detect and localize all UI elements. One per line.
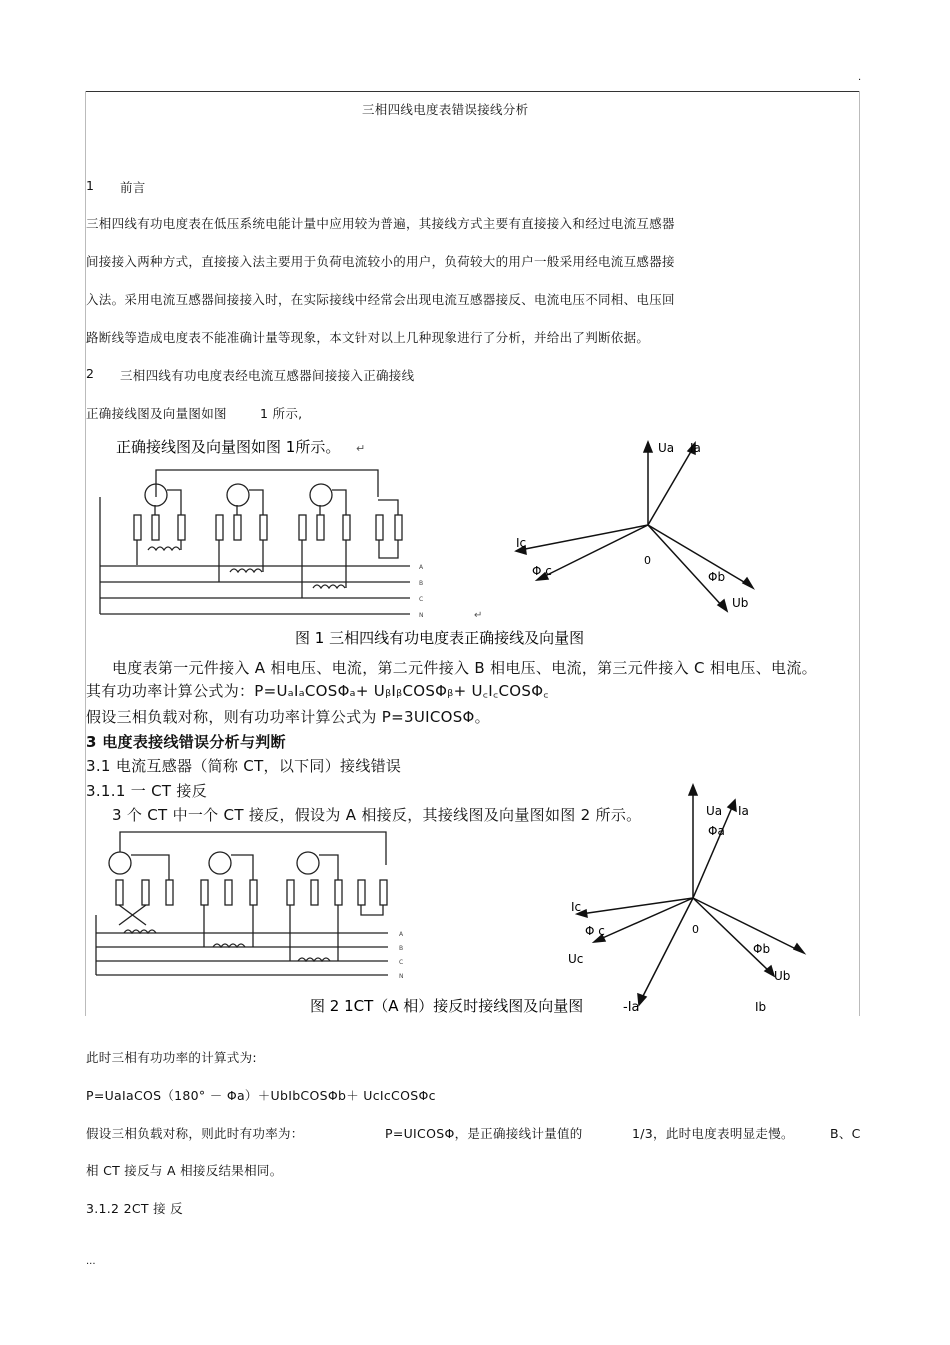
fig2-ia-label: Ia [738,804,749,818]
header-rule [85,91,860,92]
right-frame-line [859,91,860,1016]
fig1-vector-diagram [516,442,753,611]
fig2-vector-diagram [577,785,804,1005]
section-3-1-heading: 3.1 电流互感器（简称 CT，以下同）接线错误 [86,757,402,775]
section-2-number: 2 [86,366,95,381]
body2-line-4: 相 CT 接反与 A 相接反结果相同。 [86,1163,283,1178]
fig1-phic-label: Φ c [532,564,552,578]
fig2-phia-label: Φa [708,824,725,838]
fig1-return-mark-2: ↵ [474,610,483,621]
section-3-1-2-heading: 3.1.2 2CT 接 反 [86,1201,183,1216]
body2-formula: P=UaIaCOS（180° － Φa）＋UbIbCOSΦb＋ UcIcCOSΦc [86,1088,436,1103]
fig2-ib-label: Ib [755,1000,767,1014]
section-3-heading: 3 电度表接线错误分析与判断 [86,733,286,751]
page-corner-dot: . [858,72,862,83]
section-1-number: 1 [86,178,95,193]
figure-1-reference-b: 1 所示, [260,406,303,421]
intro-line-4: 路断线等造成电度表不能准确计量等现象，本文针对以上几种现象进行了分析，并给出了判断依据。 [86,330,650,345]
intro-line-3: 入法。采用电流互感器间接接入时，在实际接线中经常会出现电流互感器接反、电流电压不同相、电压回 [86,292,675,307]
body2-line-3b: P=UICOSΦ，是正确接线计量值的 [385,1126,583,1141]
fig2-bus-a: A [399,931,404,938]
fig1-heading: 正确接线图及向量图如图 1所示。 [116,438,341,456]
fig1-phib-label: Φb [708,570,726,584]
fig2-neg-ia: -Ia [623,1000,640,1015]
fig1-ia-label: Ia [690,441,701,455]
intro-line-1: 三相四线有功电度表在低压系统电能计量中应用较为普遍，其接线方式主要有直接接入和经过电流互感器 [86,216,675,231]
fig2-bus-n: N [399,973,404,980]
fig2-ua-label: Ua [706,804,723,818]
scan-line-3: 假设三相负载对称，则有功功率计算公式为 P=3UICOSΦ。 [86,708,490,726]
fig2-uc-label: Uc [568,952,584,966]
body2-line-3c: 1/3，此时电度表明显走慢。 [632,1126,794,1141]
figure-2-image [88,775,858,1020]
fig1-bus-c: C [419,596,424,603]
section-1-title: 前言 [120,180,146,195]
fig1-return-mark: ↵ [356,442,366,455]
body2-line-3a: 假设三相负载对称，则此时有功率为： [86,1126,304,1141]
scan-line-4: 3 个 CT 中一个 CT 接反，假设为 A 相接反，其接线图及向量图如图 2 所示。 [112,806,642,824]
scan-line-2: 其有功功率计算公式为：P=UₐIₐCOSΦₐ+ UᵦIᵦCOSΦᵦ+ U꜀I꜀COSΦ꜀ [86,682,549,700]
fig2-phic-label: Φ c [585,924,605,938]
fig2-bus-b: B [399,945,404,952]
fig2-ub-label: Ub [774,969,791,983]
section-3-1-1-heading: 3.1.1 一 CT 接反 [86,782,208,800]
fig1-ic-label: Ic [516,536,527,550]
fig2-wiring-diagram [96,832,388,975]
section-2-title: 三相四线有功电度表经电流互感器间接接入正确接线 [120,368,415,383]
fig1-ub-label: Ub [732,596,749,610]
fig2-bus-c: C [399,959,404,966]
intro-line-2: 间接接入两种方式，直接接入法主要用于负荷电流较小的用户，负荷较大的用户一般采用经电流互感器接 [86,254,675,269]
scan-line-1: 电度表第一元件接入 A 相电压、电流，第二元件接入 B 相电压、电流，第三元件接入 C 相电压、电流。 [112,659,817,677]
fig1-origin-label: 0 [644,554,651,567]
fig2-ic-label: Ic [571,900,582,914]
document-title: 三相四线电度表错误接线分析 [362,102,529,117]
fig1-wiring-diagram [100,470,410,614]
fig2-caption: 图 2 1CT（A 相）接反时接线图及向量图 [310,997,584,1015]
fig1-caption: 图 1 三相四线有功电度表正确接线及向量图 [295,629,585,647]
fig1-bus-n: N [419,612,424,619]
fig1-bus-a: A [419,564,424,571]
body2-line-1: 此时三相有功功率的计算式为: [86,1050,257,1065]
fig2-phib-label: Φb [753,942,771,956]
page-footer-dots: ... [86,1256,96,1267]
figure-1-image [88,430,858,655]
fig2-origin-label: 0 [692,923,699,936]
fig1-ua-label: Ua [658,441,675,455]
body2-line-3d: B、C [830,1126,861,1141]
figure-1-reference-a: 正确接线图及向量图如图 [86,406,227,421]
fig1-bus-b: B [419,580,424,587]
